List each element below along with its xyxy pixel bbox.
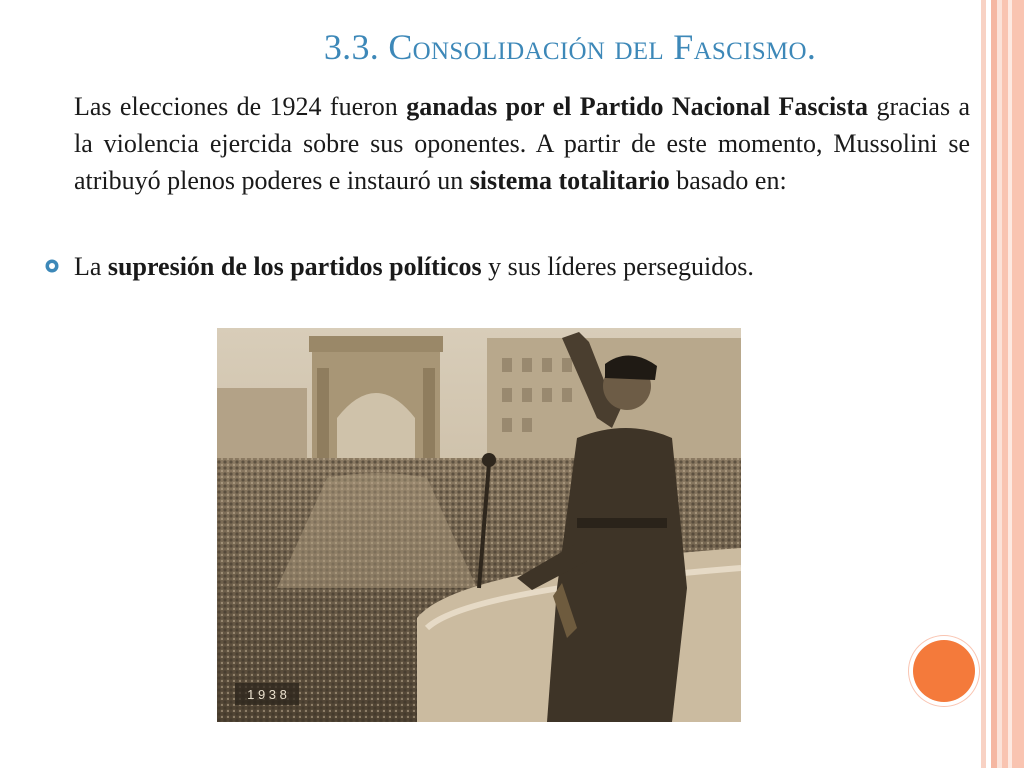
paragraph-text: basado en: xyxy=(669,166,787,195)
decorative-circle xyxy=(913,640,975,702)
bullet-text-plain: y sus líderes perseguidos. xyxy=(481,252,754,281)
photo-caption: 1 9 3 8 xyxy=(247,687,287,702)
paragraph-text: gracias a la violencia ejercida sobre sus oponentes. A partir de este momento, Mussolini se atribuyó plenos poderes e instauró un xyxy=(74,92,971,195)
paragraph-text: Las elecciones de 1924 fueron xyxy=(74,92,407,121)
slide-title: 3.3. Consolidación del Fascismo. xyxy=(323,27,817,67)
bullet-dot-icon xyxy=(44,258,60,274)
mussolini-rally-photo xyxy=(217,328,741,722)
bullet-text xyxy=(74,248,954,285)
bullet-text-bold: supresión de los partidos políticos xyxy=(107,252,482,281)
border-stripe xyxy=(1002,0,1024,768)
photo-illustration xyxy=(217,328,741,722)
paragraph-bold-text: sistema totalitario xyxy=(469,166,670,195)
border-stripe xyxy=(1008,0,1012,768)
body-paragraph xyxy=(74,88,970,199)
bullet-text-plain: La xyxy=(74,252,108,281)
paragraph-bold-text: ganadas por el Partido Nacional Fascista xyxy=(406,92,869,121)
